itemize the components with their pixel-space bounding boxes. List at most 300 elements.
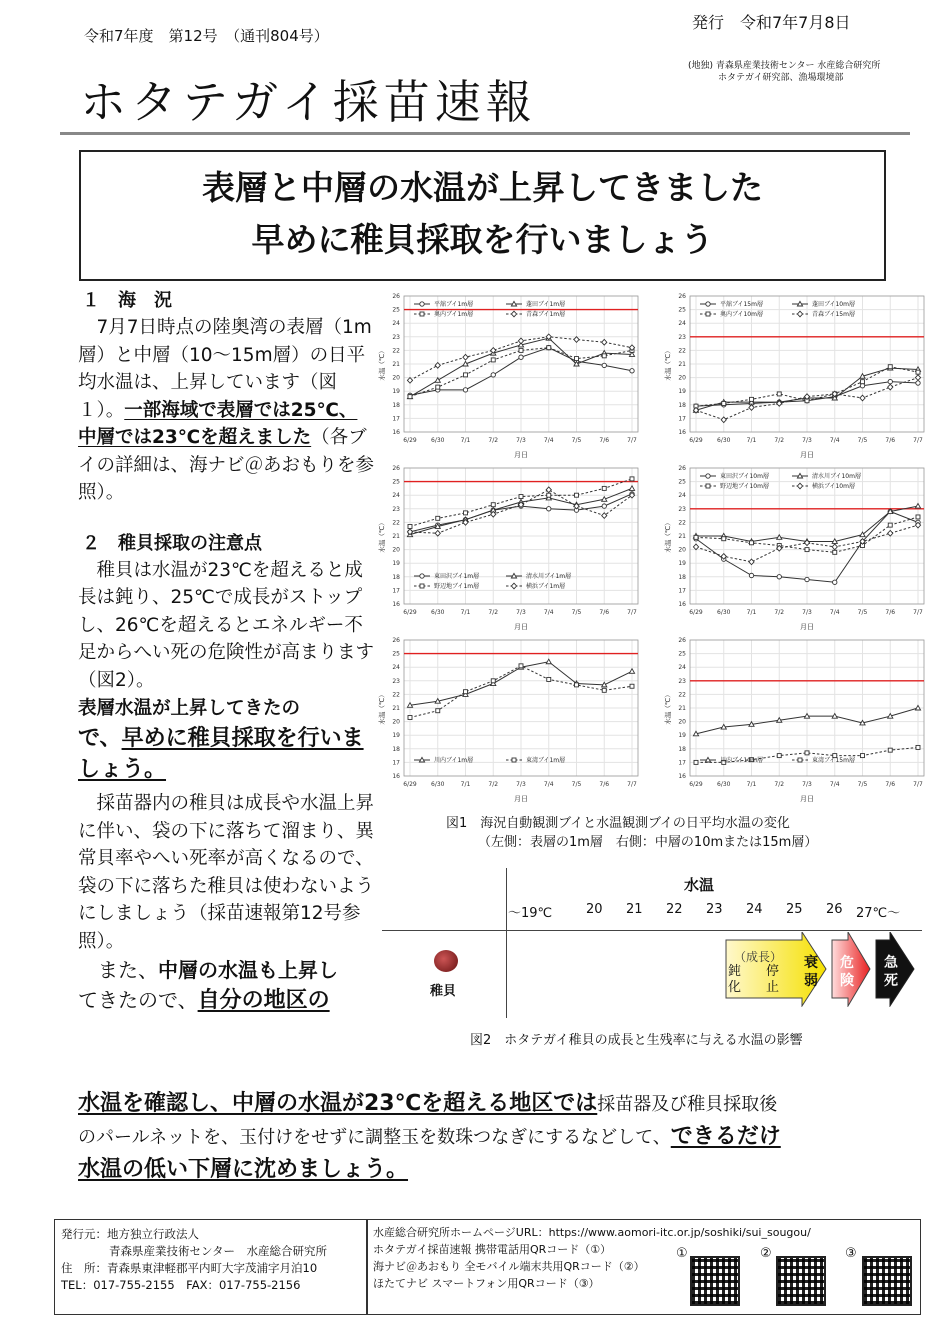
x-tick-label: 7/1 xyxy=(746,609,757,616)
y-axis-label: 水温（℃） xyxy=(378,519,386,553)
x-tick-label: 6/30 xyxy=(431,437,445,444)
data-point xyxy=(602,339,607,345)
publisher-line2: ホタテガイ研究部、漁場環境部 xyxy=(718,73,844,83)
qr3-number: ③ xyxy=(845,1246,857,1261)
data-point xyxy=(519,664,523,668)
headline-line2: 早めに稚貝採取を行いましょう xyxy=(251,220,714,259)
y-tick-label: 20 xyxy=(392,718,400,726)
x-tick-label: 7/6 xyxy=(885,781,896,788)
y-tick-label: 18 xyxy=(678,401,686,409)
closing-line3: 水温の低い下層に沈めましょう。 xyxy=(78,1157,409,1182)
legend-label: 横浜ブイ10m層 xyxy=(812,483,855,491)
y-tick-label: 21 xyxy=(678,533,686,540)
legend-label: 平舘ブイ1m層 xyxy=(434,301,474,309)
section2-heading: ２ 稚貝採取の注意点 xyxy=(82,532,262,554)
data-point xyxy=(464,373,468,377)
legend-label: 野辺地ブイ10m層 xyxy=(720,483,769,491)
footer-r4: ほたてナビ スマートフォン用QRコード（③） xyxy=(373,1277,600,1290)
y-tick-label: 20 xyxy=(678,718,686,726)
data-point xyxy=(436,709,440,713)
x-tick-label: 7/1 xyxy=(746,781,757,788)
y-tick-label: 21 xyxy=(392,705,400,712)
data-point xyxy=(464,690,468,694)
section1-text-a: 7月7日時点の陸奥湾の表層（1m層）と中層（10～15m層）の日平均水温は、上昇しています（図１）。 xyxy=(78,317,372,421)
data-point xyxy=(777,754,781,758)
figure2 xyxy=(382,868,922,1018)
y-tick-label: 24 xyxy=(392,320,400,328)
section2-p1: 稚貝は水温が23℃を超えると成長は鈍り、25℃で成長がストップし、26℃を超えるとエネルギー不足からへい死の危険性が高まります（図2）。 xyxy=(78,559,375,691)
y-tick-label: 19 xyxy=(678,560,686,568)
legend-label: 川内ブイ1m層 xyxy=(434,757,474,765)
qr-code-2-icon[interactable] xyxy=(776,1256,826,1306)
closing-line1-bold: 水温を確認し、中層の水温が23℃を超える地区では xyxy=(78,1091,598,1116)
data-point xyxy=(721,417,726,423)
y-tick-label: 18 xyxy=(392,745,400,753)
y-tick-label: 21 xyxy=(678,705,686,712)
data-point xyxy=(861,380,865,384)
x-tick-label: 7/6 xyxy=(885,437,896,444)
figure2-header: 水温 xyxy=(684,876,715,894)
y-tick-label: 26 xyxy=(392,465,400,472)
scale-label: 23 xyxy=(706,902,723,917)
section1-body xyxy=(78,314,374,507)
x-tick-label: 6/29 xyxy=(689,609,703,616)
data-point xyxy=(888,384,893,390)
chart-5 xyxy=(372,634,644,804)
data-point xyxy=(602,363,606,367)
section2-p3: 採苗器内の稚貝は成長や水温上昇に伴い、袋の下に落ちて溜まり、異常貝率やへい死率が高くなるので、袋の下に落ちた稚貝は使わないようにしましょう（採苗速報第12号参照）。 xyxy=(78,793,375,952)
x-tick-label: 7/5 xyxy=(571,609,582,616)
footer-l3: 住 所：青森県東津軽郡平内町大字茂浦字月泊10 xyxy=(61,1261,318,1275)
scale-label: 27℃～ xyxy=(856,906,901,921)
legend-label: 東湾ブイ15m層 xyxy=(812,757,855,765)
legend-label: 東田沢ブイ1m層 xyxy=(434,573,480,581)
data-point xyxy=(833,580,837,584)
y-tick-label: 16 xyxy=(392,773,400,780)
data-point xyxy=(547,507,551,511)
x-tick-label: 7/2 xyxy=(488,609,499,616)
x-tick-label: 6/30 xyxy=(717,437,731,444)
section2-p4 xyxy=(78,955,374,1016)
issue-date: 発行 令和7年7月8日 xyxy=(692,13,851,32)
y-tick-label: 17 xyxy=(392,415,400,423)
data-point xyxy=(706,302,710,306)
figure2-caption: 図2 ホタテガイ稚貝の成長と生残率に与える水温の影響 xyxy=(470,1033,803,1048)
x-tick-label: 7/5 xyxy=(571,781,582,788)
data-point xyxy=(574,337,579,343)
y-tick-label: 17 xyxy=(678,415,686,423)
data-point xyxy=(519,355,523,359)
y-tick-label: 25 xyxy=(392,478,400,486)
legend-label: 奥内ブイ10m層 xyxy=(720,311,763,319)
chart-svg xyxy=(658,462,930,632)
qr-code-1-icon[interactable] xyxy=(690,1256,740,1306)
legend-label: 野辺地ブイ1m層 xyxy=(434,583,480,591)
label-stop: 停止 xyxy=(766,964,780,995)
data-point xyxy=(464,511,468,515)
data-point xyxy=(602,688,606,692)
data-point xyxy=(916,515,920,519)
y-tick-label: 26 xyxy=(678,293,686,300)
data-point xyxy=(408,395,412,399)
data-point xyxy=(602,354,606,358)
x-tick-label: 7/7 xyxy=(627,609,637,616)
x-tick-label: 6/29 xyxy=(403,609,417,616)
y-tick-label: 22 xyxy=(678,347,686,355)
y-tick-label: 20 xyxy=(392,546,400,554)
y-tick-label: 21 xyxy=(678,361,686,368)
data-point xyxy=(420,584,424,588)
data-point xyxy=(798,758,802,762)
y-tick-label: 17 xyxy=(678,587,686,595)
data-point xyxy=(797,483,802,489)
y-tick-label: 16 xyxy=(678,429,686,436)
data-point xyxy=(888,748,892,752)
data-point xyxy=(420,302,424,306)
data-point xyxy=(749,405,754,411)
data-point xyxy=(546,659,551,664)
y-tick-label: 25 xyxy=(392,650,400,658)
data-point xyxy=(629,669,634,674)
data-point xyxy=(777,535,782,540)
publisher-line1: (地独) 青森県産業技術センター 水産総合研究所 xyxy=(688,61,881,71)
data-point xyxy=(916,370,920,374)
y-tick-label: 19 xyxy=(392,388,400,396)
data-point xyxy=(861,754,865,758)
y-tick-label: 20 xyxy=(678,546,686,554)
data-point xyxy=(706,474,710,478)
x-tick-label: 7/3 xyxy=(802,609,812,616)
data-point xyxy=(547,346,551,350)
y-tick-label: 23 xyxy=(392,677,400,685)
data-point xyxy=(797,311,802,317)
scale-label: 20 xyxy=(586,902,603,917)
x-tick-label: 7/3 xyxy=(516,609,526,616)
data-point xyxy=(519,495,523,499)
x-tick-label: 7/1 xyxy=(460,781,471,788)
y-tick-label: 16 xyxy=(678,601,686,608)
scale-label: 24 xyxy=(746,902,763,917)
y-tick-label: 22 xyxy=(678,519,686,527)
legend-label: 川内ブイ10m層 xyxy=(720,757,763,765)
chart-svg xyxy=(372,462,644,632)
x-tick-label: 6/30 xyxy=(431,781,445,788)
label-slow: 鈍化 xyxy=(728,964,742,995)
y-axis-label: 水温（℃） xyxy=(664,347,672,381)
y-tick-label: 22 xyxy=(678,691,686,699)
figure1-caption2: （左側：表層の1m層 右側：中層の10mまたは15m層） xyxy=(478,835,818,850)
data-point xyxy=(602,486,606,490)
x-tick-label: 7/6 xyxy=(599,781,610,788)
data-point xyxy=(519,348,523,352)
y-tick-label: 17 xyxy=(678,759,686,767)
data-point xyxy=(888,523,892,527)
data-point xyxy=(916,745,920,749)
legend-label: 東湾ブイ1m層 xyxy=(526,757,566,765)
data-point xyxy=(512,758,516,762)
chart-svg xyxy=(372,290,644,460)
chart-svg xyxy=(658,634,930,804)
data-point xyxy=(706,484,710,488)
y-tick-label: 16 xyxy=(392,429,400,436)
data-point xyxy=(888,530,893,536)
figure1-caption1: 図1 海況自動観測ブイと水温観測ブイの日平均水温の変化 xyxy=(446,816,790,831)
data-point xyxy=(602,513,607,519)
data-point xyxy=(833,550,837,554)
y-tick-label: 18 xyxy=(678,573,686,581)
section2-p4d: 自分の地区の xyxy=(197,988,330,1013)
x-tick-label: 7/4 xyxy=(829,781,840,788)
qr2-number: ② xyxy=(760,1246,772,1261)
x-tick-label: 7/4 xyxy=(829,609,840,616)
data-point xyxy=(408,524,412,528)
headline-line1: 表層と中層の水温が上昇してきました xyxy=(202,168,763,207)
x-tick-label: 7/2 xyxy=(774,437,785,444)
x-axis-label: 月日 xyxy=(800,795,814,803)
data-point xyxy=(749,559,754,565)
data-point xyxy=(436,516,440,520)
data-point xyxy=(602,504,606,508)
y-tick-label: 23 xyxy=(678,505,686,513)
x-axis-label: 月日 xyxy=(514,795,528,803)
x-tick-label: 7/4 xyxy=(829,437,840,444)
closing-text xyxy=(78,1088,928,1187)
figure2-scale xyxy=(508,902,922,922)
x-tick-label: 7/2 xyxy=(488,781,499,788)
x-tick-label: 6/29 xyxy=(403,437,417,444)
legend-label: 清水川ブイ10m層 xyxy=(812,473,861,481)
y-tick-label: 19 xyxy=(678,732,686,740)
y-tick-label: 18 xyxy=(392,573,400,581)
x-tick-label: 7/2 xyxy=(774,781,785,788)
x-axis-label: 月日 xyxy=(514,451,528,459)
section1-highlight: 一部海域で表層では25℃、中層では23℃を超えました xyxy=(78,399,358,448)
x-tick-label: 7/3 xyxy=(516,781,526,788)
section2-p2b: で、 xyxy=(78,726,122,751)
data-point xyxy=(575,357,579,361)
y-tick-label: 25 xyxy=(392,306,400,314)
section2-p4b: 中層の水温も上昇し xyxy=(158,958,338,982)
data-point xyxy=(694,760,698,764)
data-point xyxy=(693,544,698,550)
data-point xyxy=(491,373,495,377)
section2-p4a: また、 xyxy=(78,958,158,982)
footer-l1: 発行元：地方独立行政法人 xyxy=(61,1227,199,1241)
y-tick-label: 22 xyxy=(392,691,400,699)
x-tick-label: 7/3 xyxy=(802,781,812,788)
data-point xyxy=(420,312,424,316)
footer-left xyxy=(54,1219,368,1315)
y-tick-label: 21 xyxy=(392,361,400,368)
y-tick-label: 24 xyxy=(392,492,400,500)
qr-code-3-icon[interactable] xyxy=(862,1256,912,1306)
label-death: 急死 xyxy=(884,955,898,989)
data-point xyxy=(463,354,468,360)
legend-label: 東田沢ブイ10m層 xyxy=(720,473,769,481)
x-tick-label: 7/7 xyxy=(627,437,637,444)
data-point xyxy=(547,493,551,497)
data-point xyxy=(463,388,467,392)
closing-line2-bold: できるだけ xyxy=(670,1124,781,1149)
y-axis-label: 水温（℃） xyxy=(664,519,672,553)
x-tick-label: 7/6 xyxy=(885,609,896,616)
chart-3 xyxy=(372,462,644,632)
legend-label: 蓬田ブイ10m層 xyxy=(812,301,855,309)
footer-l4: TEL：017-755-2155 FAX：017-755-2156 xyxy=(61,1278,301,1292)
data-point xyxy=(722,537,726,541)
data-point xyxy=(805,577,809,581)
data-point xyxy=(888,379,892,383)
y-tick-label: 19 xyxy=(392,732,400,740)
y-tick-label: 23 xyxy=(678,677,686,685)
y-tick-label: 16 xyxy=(678,773,686,780)
section2-p4c: てきたので、 xyxy=(78,988,198,1012)
data-point xyxy=(749,573,753,577)
y-tick-label: 24 xyxy=(678,664,686,672)
left-column xyxy=(78,288,374,1016)
y-tick-label: 26 xyxy=(678,637,686,644)
data-point xyxy=(491,503,495,507)
data-point xyxy=(575,683,579,687)
y-axis-label: 水温（℃） xyxy=(378,347,386,381)
y-tick-label: 26 xyxy=(678,465,686,472)
data-point xyxy=(916,381,920,385)
scale-label: 25 xyxy=(786,902,803,917)
chart-svg xyxy=(658,290,930,460)
scale-label: 21 xyxy=(626,902,643,917)
y-tick-label: 23 xyxy=(678,333,686,341)
data-point xyxy=(511,583,516,589)
data-point xyxy=(547,677,551,681)
x-tick-label: 7/1 xyxy=(460,437,471,444)
data-point xyxy=(722,401,726,405)
x-tick-label: 7/7 xyxy=(913,437,923,444)
x-tick-label: 7/4 xyxy=(543,609,554,616)
data-point xyxy=(435,530,440,536)
y-tick-label: 21 xyxy=(392,533,400,540)
data-point xyxy=(777,575,781,579)
title-rule xyxy=(60,132,910,135)
footer-l2: 青森県産業技術センター 水産総合研究所 xyxy=(109,1244,328,1258)
data-point xyxy=(630,369,634,373)
y-tick-label: 22 xyxy=(392,519,400,527)
label-weak: 衰弱 xyxy=(804,955,818,989)
y-tick-label: 18 xyxy=(678,745,686,753)
data-point xyxy=(860,384,864,388)
data-point xyxy=(630,684,634,688)
data-point xyxy=(420,574,424,578)
x-tick-label: 7/7 xyxy=(913,609,923,616)
x-tick-label: 7/5 xyxy=(857,781,868,788)
y-axis-label: 水温（℃） xyxy=(664,691,672,725)
y-tick-label: 22 xyxy=(392,347,400,355)
x-tick-label: 7/6 xyxy=(599,609,610,616)
data-point xyxy=(832,544,837,550)
y-tick-label: 19 xyxy=(392,560,400,568)
x-tick-label: 7/4 xyxy=(543,437,554,444)
section1-text-c: （各ブイの詳細は、海ナビ＠あおもりを参照）。 xyxy=(78,427,375,503)
data-point xyxy=(511,311,516,317)
section1-heading: １ 海 況 xyxy=(82,290,172,311)
y-tick-label: 25 xyxy=(678,306,686,314)
footer-r2: ホタテガイ採苗速報 携帯電話用QRコード（①） xyxy=(373,1243,612,1256)
x-tick-label: 6/29 xyxy=(689,437,703,444)
x-tick-label: 6/29 xyxy=(689,781,703,788)
x-tick-label: 6/29 xyxy=(403,781,417,788)
x-tick-label: 7/1 xyxy=(460,609,471,616)
x-tick-label: 7/4 xyxy=(543,781,554,788)
y-tick-label: 18 xyxy=(392,401,400,409)
footer-r3: 海ナビ＠あおもり 全モバイル端末共用QRコード（②） xyxy=(373,1260,645,1273)
x-tick-label: 6/30 xyxy=(717,609,731,616)
x-tick-label: 7/1 xyxy=(746,437,757,444)
closing-line1-rest: 採苗器及び稚貝採取後 xyxy=(597,1094,778,1115)
y-tick-label: 17 xyxy=(392,587,400,595)
chart-4 xyxy=(658,462,930,632)
scallop-icon xyxy=(434,950,458,972)
data-point xyxy=(407,378,412,384)
scale-label: 22 xyxy=(666,902,683,917)
y-tick-label: 25 xyxy=(678,650,686,658)
data-point xyxy=(860,395,865,401)
data-point xyxy=(805,751,809,755)
y-tick-label: 20 xyxy=(392,374,400,382)
data-point xyxy=(777,392,781,396)
data-point xyxy=(750,397,754,401)
label-growth: （成長） xyxy=(734,950,783,964)
data-point xyxy=(435,378,440,383)
data-point xyxy=(408,716,412,720)
data-point xyxy=(546,487,551,493)
data-point xyxy=(491,358,495,362)
footer-url[interactable]: 水産総合研究所ホームページURL：https://www.aomori-itc.or.jp/soshiki/sui_sougou/ xyxy=(373,1226,811,1239)
data-point xyxy=(915,503,920,508)
footer-right xyxy=(366,1219,921,1315)
data-point xyxy=(491,679,495,683)
data-point xyxy=(630,477,634,481)
data-point xyxy=(888,365,892,369)
y-tick-label: 24 xyxy=(678,320,686,328)
x-tick-label: 7/2 xyxy=(774,609,785,616)
y-tick-label: 23 xyxy=(392,333,400,341)
y-tick-label: 16 xyxy=(392,601,400,608)
y-tick-label: 17 xyxy=(392,759,400,767)
scale-label: ～19℃ xyxy=(508,906,553,921)
legend-label: 平舘ブイ15m層 xyxy=(720,301,763,309)
y-tick-label: 24 xyxy=(392,664,400,672)
x-tick-label: 7/5 xyxy=(857,437,868,444)
x-tick-label: 6/30 xyxy=(431,609,445,616)
x-tick-label: 7/2 xyxy=(488,437,499,444)
x-tick-label: 7/5 xyxy=(571,437,582,444)
data-point xyxy=(436,385,440,389)
x-tick-label: 7/6 xyxy=(599,437,610,444)
scale-label: 26 xyxy=(826,902,843,917)
chart-2 xyxy=(658,290,930,460)
legend-label: 奥内ブイ1m層 xyxy=(434,311,474,319)
data-point xyxy=(575,493,579,497)
qr1-number: ① xyxy=(676,1246,688,1261)
legend-label: 青森ブイ1m層 xyxy=(526,311,566,319)
y-tick-label: 26 xyxy=(392,637,400,644)
x-tick-label: 7/3 xyxy=(802,437,812,444)
label-danger: 危険 xyxy=(840,955,854,989)
data-point xyxy=(750,541,754,545)
x-tick-label: 7/5 xyxy=(857,609,868,616)
legend-label: 横浜ブイ1m層 xyxy=(526,583,566,591)
chart-1 xyxy=(372,290,644,460)
closing-line2: のパールネットを、玉付けをせずに調整玉を数珠つなぎにするなどして、 xyxy=(78,1127,671,1148)
